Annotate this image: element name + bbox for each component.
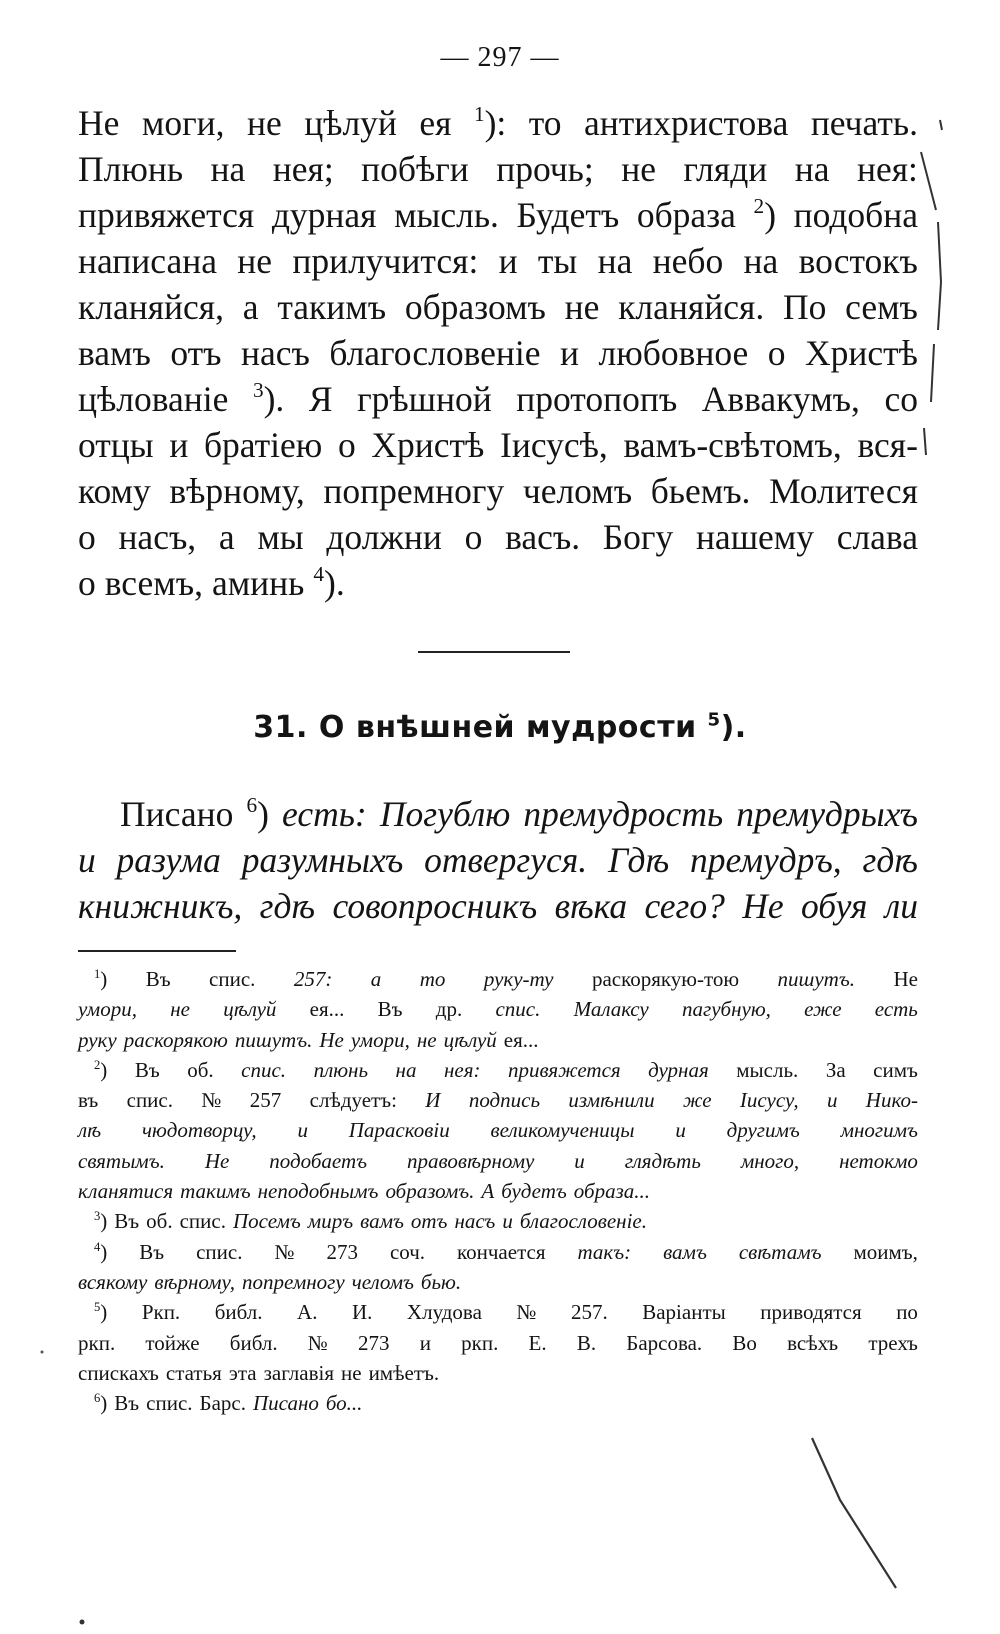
- text-line: отцы и братіею о Христѣ Іисусѣ, вамъ-свѣтомъ, вся-: [78, 425, 918, 465]
- footnote-line: спискахъ статья эта заглавія не имѣетъ.: [78, 1360, 440, 1385]
- footnotes: [78, 964, 918, 1418]
- footnote-line: $^4$) Въ спис. № 273 соч. кончается такъ: вамъ свѣтамъ моимъ,: [94, 1239, 918, 1264]
- text-line: книжникъ, гдѣ совопросникъ вѣка сего? Не обуя ли: [78, 886, 918, 926]
- text-line: Плюнь на нея; побѣги прочь; не гляди на нея:: [78, 149, 918, 189]
- section-heading: 31. О внѣшней мудрости $^5$).: [253, 709, 747, 745]
- text-line: о насъ, а мы должни о васъ. Богу нашему слава: [78, 517, 918, 557]
- text-line: цѣлованіе $^3$). Я грѣшной протопопъ Аввакумъ, со: [78, 378, 918, 419]
- text-line: Не моги, не цѣлуй ея $^1$): то антихристова печать.: [78, 102, 918, 143]
- footnote-line: святымъ. Не подобаетъ правовѣрному и глядѣть много, нетокмо: [78, 1148, 918, 1173]
- footnote-line: всякому вѣрному, попремногу челомъ бью.: [78, 1269, 462, 1294]
- footnote-line: умори, не цѣлуй ея... Въ др. спис. Малаксу пагубную, еже есть: [78, 997, 918, 1022]
- section-divider: [418, 651, 570, 653]
- text-line: привяжется дурная мысль. Будетъ образа $^2$) подобна: [78, 194, 918, 235]
- footnote-line: въ спис. № 257 слѣдуетъ: И подпись измѣнили же Іисусу, и Нико-: [78, 1088, 918, 1113]
- text-line: кому вѣрному, попремногу челомъ бьемъ. Молитеся: [78, 471, 918, 511]
- footnote-line: $^6$) Въ спис. Барс. Писано бо...: [94, 1390, 363, 1416]
- footnote-line: руку раскорякою пишутъ. Не умори, не цѣлуй ея...: [78, 1027, 539, 1052]
- text-line: кланяйся, а такимъ образомъ не кланяйся. По семъ: [78, 287, 918, 327]
- footnote-line: $^1$) Въ спис. 257: а то руку-ту раскорякую-тою пишутъ. Не: [94, 966, 918, 991]
- page-number: — 297 —: [440, 42, 560, 73]
- text-line: Писано $^6$) есть: Погублю премудрость премудрыхъ: [120, 793, 918, 834]
- text-line: написана не прилучится: и ты на небо на востокъ: [78, 241, 918, 281]
- footnote-line: $^3$) Въ об. спис. Посемъ миръ вамъ отъ насъ и благословеніе.: [94, 1209, 647, 1234]
- section-text: [78, 791, 918, 929]
- body-text: [78, 100, 918, 606]
- text-line: о всемъ, аминь $^4$).: [78, 562, 345, 603]
- footnote-line: кланятися такимъ неподобнымъ образомъ. А будетъ образа...: [78, 1179, 651, 1204]
- text-line: и разума разумныхъ отвергуся. Гдѣ премудръ, гдѣ: [78, 840, 918, 880]
- footnote-line: $^2$) Въ об. спис. плюнь на нея: привяжется дурная мысль. За симъ: [94, 1057, 918, 1082]
- footnote-line: лѣ чюдотворцу, и Парасковіи великомученицы и другимъ многимъ: [78, 1118, 918, 1143]
- footnote-line: ркп. тойже библ. № 273 и ркп. Е. В. Барсова. Во всѣхъ трехъ: [78, 1330, 918, 1355]
- footnote-line: $^5$) Ркп. библ. А. И. Хлудова № 257. Варіанты приводятся по: [94, 1300, 918, 1325]
- footnote-divider: [78, 950, 236, 952]
- text-line: вамъ отъ насъ благословеніе и любовное о Христѣ: [78, 333, 918, 373]
